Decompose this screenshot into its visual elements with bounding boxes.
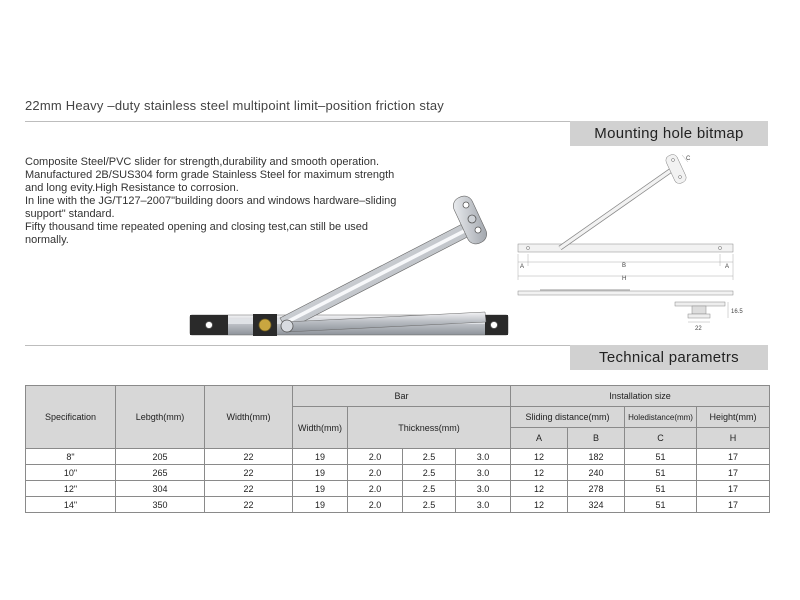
header-thickness: Thickness(mm) xyxy=(348,407,511,449)
cell-length: 350 xyxy=(116,497,205,513)
cell-width: 22 xyxy=(205,481,293,497)
a-right-label: A xyxy=(725,264,730,270)
mounting-hole-diagram xyxy=(510,150,770,340)
cell-h: 17 xyxy=(697,449,770,465)
header-specification: Specification xyxy=(26,386,116,449)
table-row xyxy=(26,449,770,465)
spec-table xyxy=(25,385,770,513)
cell-c: 51 xyxy=(625,481,697,497)
technical-parameters-header: Technical parametrs xyxy=(570,345,768,370)
cell-b: 182 xyxy=(568,449,625,465)
table-row xyxy=(26,497,770,513)
header-bar: Bar xyxy=(293,386,511,407)
cell-width: 22 xyxy=(205,449,293,465)
table-row xyxy=(26,481,770,497)
cell-thickness-1: 2.0 xyxy=(348,497,403,513)
cell-thickness-3: 3.0 xyxy=(456,481,511,497)
cell-length: 205 xyxy=(116,449,205,465)
cell-bar-width: 19 xyxy=(293,497,348,513)
description-line: Composite Steel/PVC slider for strength,durability and smooth operation. xyxy=(25,156,380,168)
header-hole-distance: Holedistance(mm) xyxy=(625,407,697,428)
cell-thickness-2: 2.5 xyxy=(403,481,456,497)
cell-bar-width: 19 xyxy=(293,481,348,497)
description-line: In line with the JG/T127–2007"building doors and windows hardware–sliding xyxy=(25,195,397,207)
cell-length: 265 xyxy=(116,465,205,481)
header-c: C xyxy=(625,428,697,449)
cell-b: 240 xyxy=(568,465,625,481)
cell-thickness-1: 2.0 xyxy=(348,481,403,497)
cell-width: 22 xyxy=(205,497,293,513)
description-line: Fifty thousand time repeated opening and closing test,can still be used xyxy=(25,221,369,233)
cell-thickness-3: 3.0 xyxy=(456,449,511,465)
header-width: Width(mm) xyxy=(205,386,293,449)
header-height: Height(mm) xyxy=(697,407,770,428)
dim-22-label: 22 xyxy=(695,326,702,332)
table-row xyxy=(26,465,770,481)
header-installation: Installation size xyxy=(511,386,770,407)
cell-a: 12 xyxy=(511,497,568,513)
cell-width: 22 xyxy=(205,465,293,481)
cell-b: 324 xyxy=(568,497,625,513)
cell-thickness-2: 2.5 xyxy=(403,465,456,481)
cell-bar-width: 19 xyxy=(293,449,348,465)
cell-b: 278 xyxy=(568,481,625,497)
cell-h: 17 xyxy=(697,465,770,481)
cell-h: 17 xyxy=(697,481,770,497)
cell-thickness-3: 3.0 xyxy=(456,465,511,481)
cell-thickness-2: 2.5 xyxy=(403,449,456,465)
dim-16-5-label: 16.5 xyxy=(731,309,743,315)
header-sliding-distance: Sliding distance(mm) xyxy=(511,407,625,428)
header-length: Lebgth(mm) xyxy=(116,386,205,449)
cell-c: 51 xyxy=(625,449,697,465)
cell-specification: 10" xyxy=(26,465,116,481)
cell-a: 12 xyxy=(511,481,568,497)
divider xyxy=(25,345,570,346)
header-bar-width: Width(mm) xyxy=(293,407,348,449)
description-line: normally. xyxy=(25,234,69,246)
cell-c: 51 xyxy=(625,497,697,513)
description-line: Manufactured 2B/SUS304 form grade Stainless Steel for maximum strength xyxy=(25,169,395,181)
divider xyxy=(25,121,570,122)
cell-h: 17 xyxy=(697,497,770,513)
cell-thickness-3: 3.0 xyxy=(456,497,511,513)
page-title: 22mm Heavy –duty stainless steel multipoint limit–position friction stay xyxy=(25,98,445,113)
cell-bar-width: 19 xyxy=(293,465,348,481)
description-line: support" standard. xyxy=(25,208,115,220)
c-label: C xyxy=(686,156,691,162)
cell-a: 12 xyxy=(511,449,568,465)
cell-specification: 14" xyxy=(26,497,116,513)
cell-thickness-1: 2.0 xyxy=(348,465,403,481)
description-line: and long evity.High Resistance to corrosion. xyxy=(25,182,239,194)
cell-thickness-2: 2.5 xyxy=(403,497,456,513)
cell-c: 51 xyxy=(625,465,697,481)
cell-thickness-1: 2.0 xyxy=(348,449,403,465)
mounting-hole-header: Mounting hole bitmap xyxy=(570,121,768,146)
a-left-label: A xyxy=(520,264,525,270)
h-label: H xyxy=(622,276,627,282)
header-b: B xyxy=(568,428,625,449)
cell-a: 12 xyxy=(511,465,568,481)
b-label: B xyxy=(622,263,627,269)
cell-specification: 12" xyxy=(26,481,116,497)
friction-stay-photo xyxy=(185,190,510,350)
cell-specification: 8" xyxy=(26,449,116,465)
cell-length: 304 xyxy=(116,481,205,497)
header-h: H xyxy=(697,428,770,449)
header-a: A xyxy=(511,428,568,449)
